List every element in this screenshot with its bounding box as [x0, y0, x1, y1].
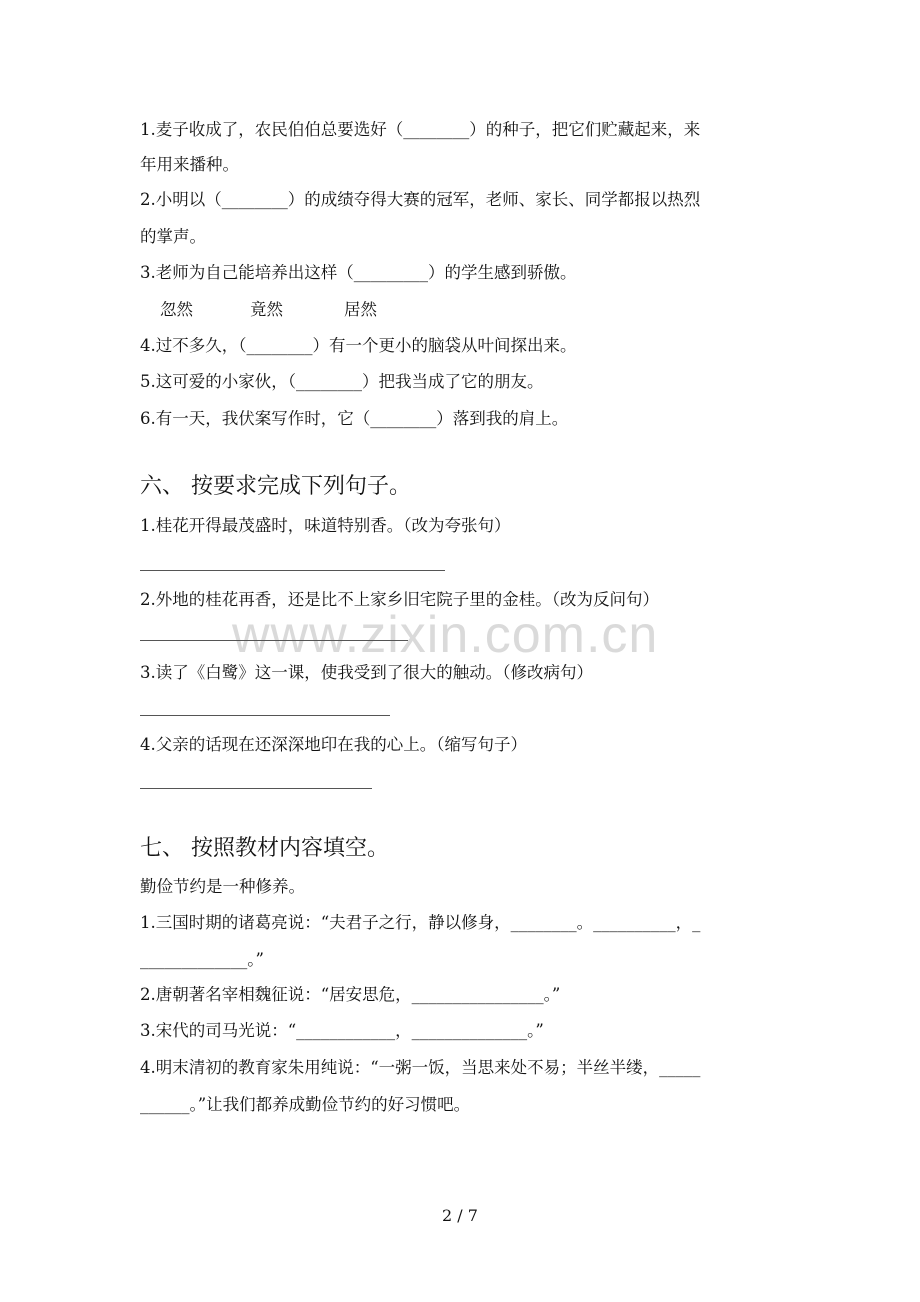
- fill-blank-q2: 2.小明以（________）的成绩夺得大赛的冠军，老师、家长、同学都报以热烈: [140, 190, 701, 209]
- answer-line[interactable]: [140, 640, 408, 641]
- answer-line[interactable]: [140, 570, 445, 571]
- sentence-q3: 3.读了《白鹭》这一课，使我受到了很大的触动。（修改病句）: [140, 663, 593, 682]
- sentence-q2: 2.外地的桂花再香，还是比不上家乡旧宅院子里的金桂。（改为反问句）: [140, 590, 659, 609]
- sentence-q1: 1.桂花开得最茂盛时，味道特别香。（改为夸张句）: [140, 516, 511, 535]
- textbook-q2: 2.唐朝著名宰相魏征说：“居安思危，________________。”: [140, 985, 561, 1004]
- word-option: 竟然: [250, 300, 283, 319]
- textbook-q4: 4.明末清初的教育家朱用纯说：“一粥一饭，当思来处不易；半丝半缕，_____: [140, 1058, 701, 1077]
- textbook-q3: 3.宋代的司马光说：“____________，______________。”: [140, 1021, 544, 1040]
- textbook-q4-cont: ______。”让我们都养成勤俭节约的好习惯吧。: [140, 1095, 471, 1114]
- watermark: www.zixin.com.cn: [232, 606, 659, 664]
- intro-text: 勤俭节约是一种修养。: [140, 877, 305, 896]
- word-option: 忽然: [160, 300, 193, 319]
- section-heading-6: 六、 按要求完成下列句子。: [140, 474, 411, 499]
- fill-blank-q1: 1.麦子收成了，农民伯伯总要选好（________）的种子，把它们贮藏起来，来: [140, 120, 701, 139]
- sentence-q4: 4.父亲的话现在还深深地印在我的心上。（缩写句子）: [140, 735, 527, 754]
- answer-line[interactable]: [140, 715, 390, 716]
- fill-blank-q2-cont: 的掌声。: [140, 227, 206, 246]
- textbook-q1: 1.三国时期的诸葛亮说：“夫君子之行，静以修身，________。__________，_: [140, 913, 701, 932]
- section-heading-7: 七、 按照教材内容填空。: [140, 836, 389, 861]
- textbook-q1-cont: _____________。”: [140, 950, 264, 969]
- fill-blank-q6: 6.有一天，我伏案写作时，它（________）落到我的肩上。: [140, 409, 569, 428]
- fill-blank-q3: 3.老师为自己能培养出这样（_________）的学生感到骄傲。: [140, 263, 577, 282]
- page-number: 2 / 7: [442, 1206, 478, 1225]
- fill-blank-q4: 4.过不多久，（________）有一个更小的脑袋从叶间探出来。: [140, 336, 577, 355]
- word-option: 居然: [344, 300, 377, 319]
- answer-line[interactable]: [140, 788, 372, 789]
- fill-blank-q1-cont: 年用来播种。: [140, 155, 239, 174]
- fill-blank-q5: 5.这可爱的小家伙，（________）把我当成了它的朋友。: [140, 372, 544, 391]
